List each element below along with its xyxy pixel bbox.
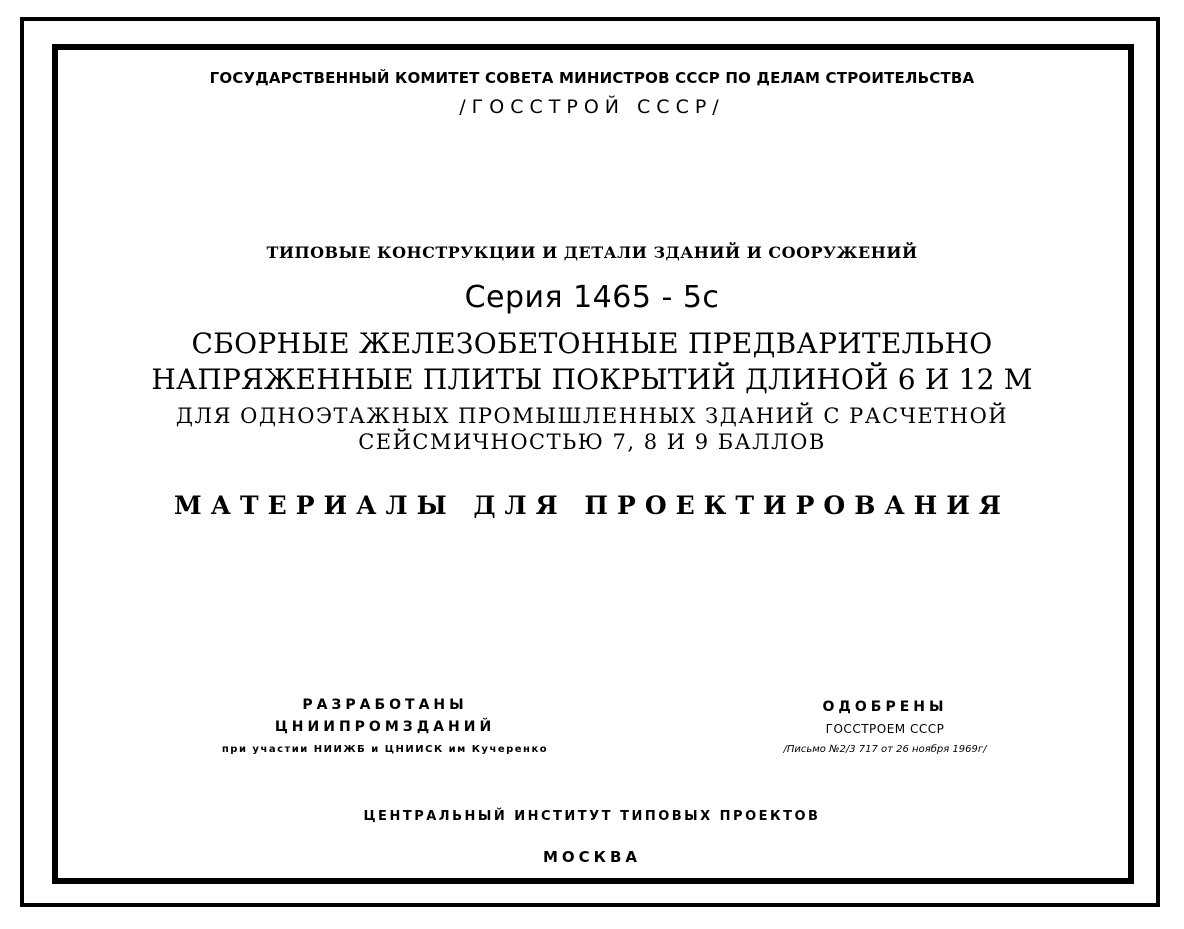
series-number: Серия 1465 - 5с	[464, 280, 720, 315]
document-title-line-1: СБОРНЫЕ ЖЕЛЕЗОБЕТОННЫЕ ПРЕДВАРИТЕЛЬНО	[191, 327, 993, 360]
developer-organization: ЦНИИПРОМЗДАНИЙ	[274, 719, 496, 735]
typical-constructions-heading: ТИПОВЫЕ КОНСТРУКЦИИ И ДЕТАЛИ ЗДАНИЙ И СООРУЖЕНИЙ	[266, 243, 918, 262]
publisher-institute: ЦЕНТРАЛЬНЫЙ ИНСТИТУТ ТИПОВЫХ ПРОЕКТОВ	[363, 809, 821, 824]
developer-partners: при участии НИИЖБ и ЦНИИСК им Кучеренко	[221, 744, 549, 755]
approving-authority: ГОССТРОЕМ СССР	[825, 722, 945, 736]
document-title-line-4: СЕЙСМИЧНОСТЬЮ 7, 8 И 9 БАЛЛОВ	[358, 430, 826, 454]
developed-by-label: РАЗРАБОТАНЫ	[302, 697, 468, 713]
design-materials-heading: МАТЕРИАЛЫ ДЛЯ ПРОЕКТИРОВАНИЯ	[174, 491, 1010, 520]
approval-letter-reference: /Письмо №2/3 717 от 26 ноября 1969г/	[783, 744, 987, 755]
gosstroy-heading: /ГОССТРОЙ СССР/	[459, 96, 725, 118]
committee-heading: ГОСУДАРСТВЕННЫЙ КОМИТЕТ СОВЕТА МИНИСТРОВ СССР ПО ДЕЛАМ СТРОИТЕЛЬСТВА	[209, 69, 975, 87]
document-title-line-3: ДЛЯ ОДНОЭТАЖНЫХ ПРОМЫШЛЕННЫХ ЗДАНИЙ С РАСЧЕТНОЙ	[175, 404, 1009, 428]
document-title-line-2: НАПРЯЖЕННЫЕ ПЛИТЫ ПОКРЫТИЙ ДЛИНОЙ 6 И 12 М	[151, 363, 1033, 396]
inner-border	[52, 44, 1134, 884]
publication-city: МОСКВА	[543, 848, 641, 866]
approved-by-label: ОДОБРЕНЫ	[822, 699, 948, 715]
